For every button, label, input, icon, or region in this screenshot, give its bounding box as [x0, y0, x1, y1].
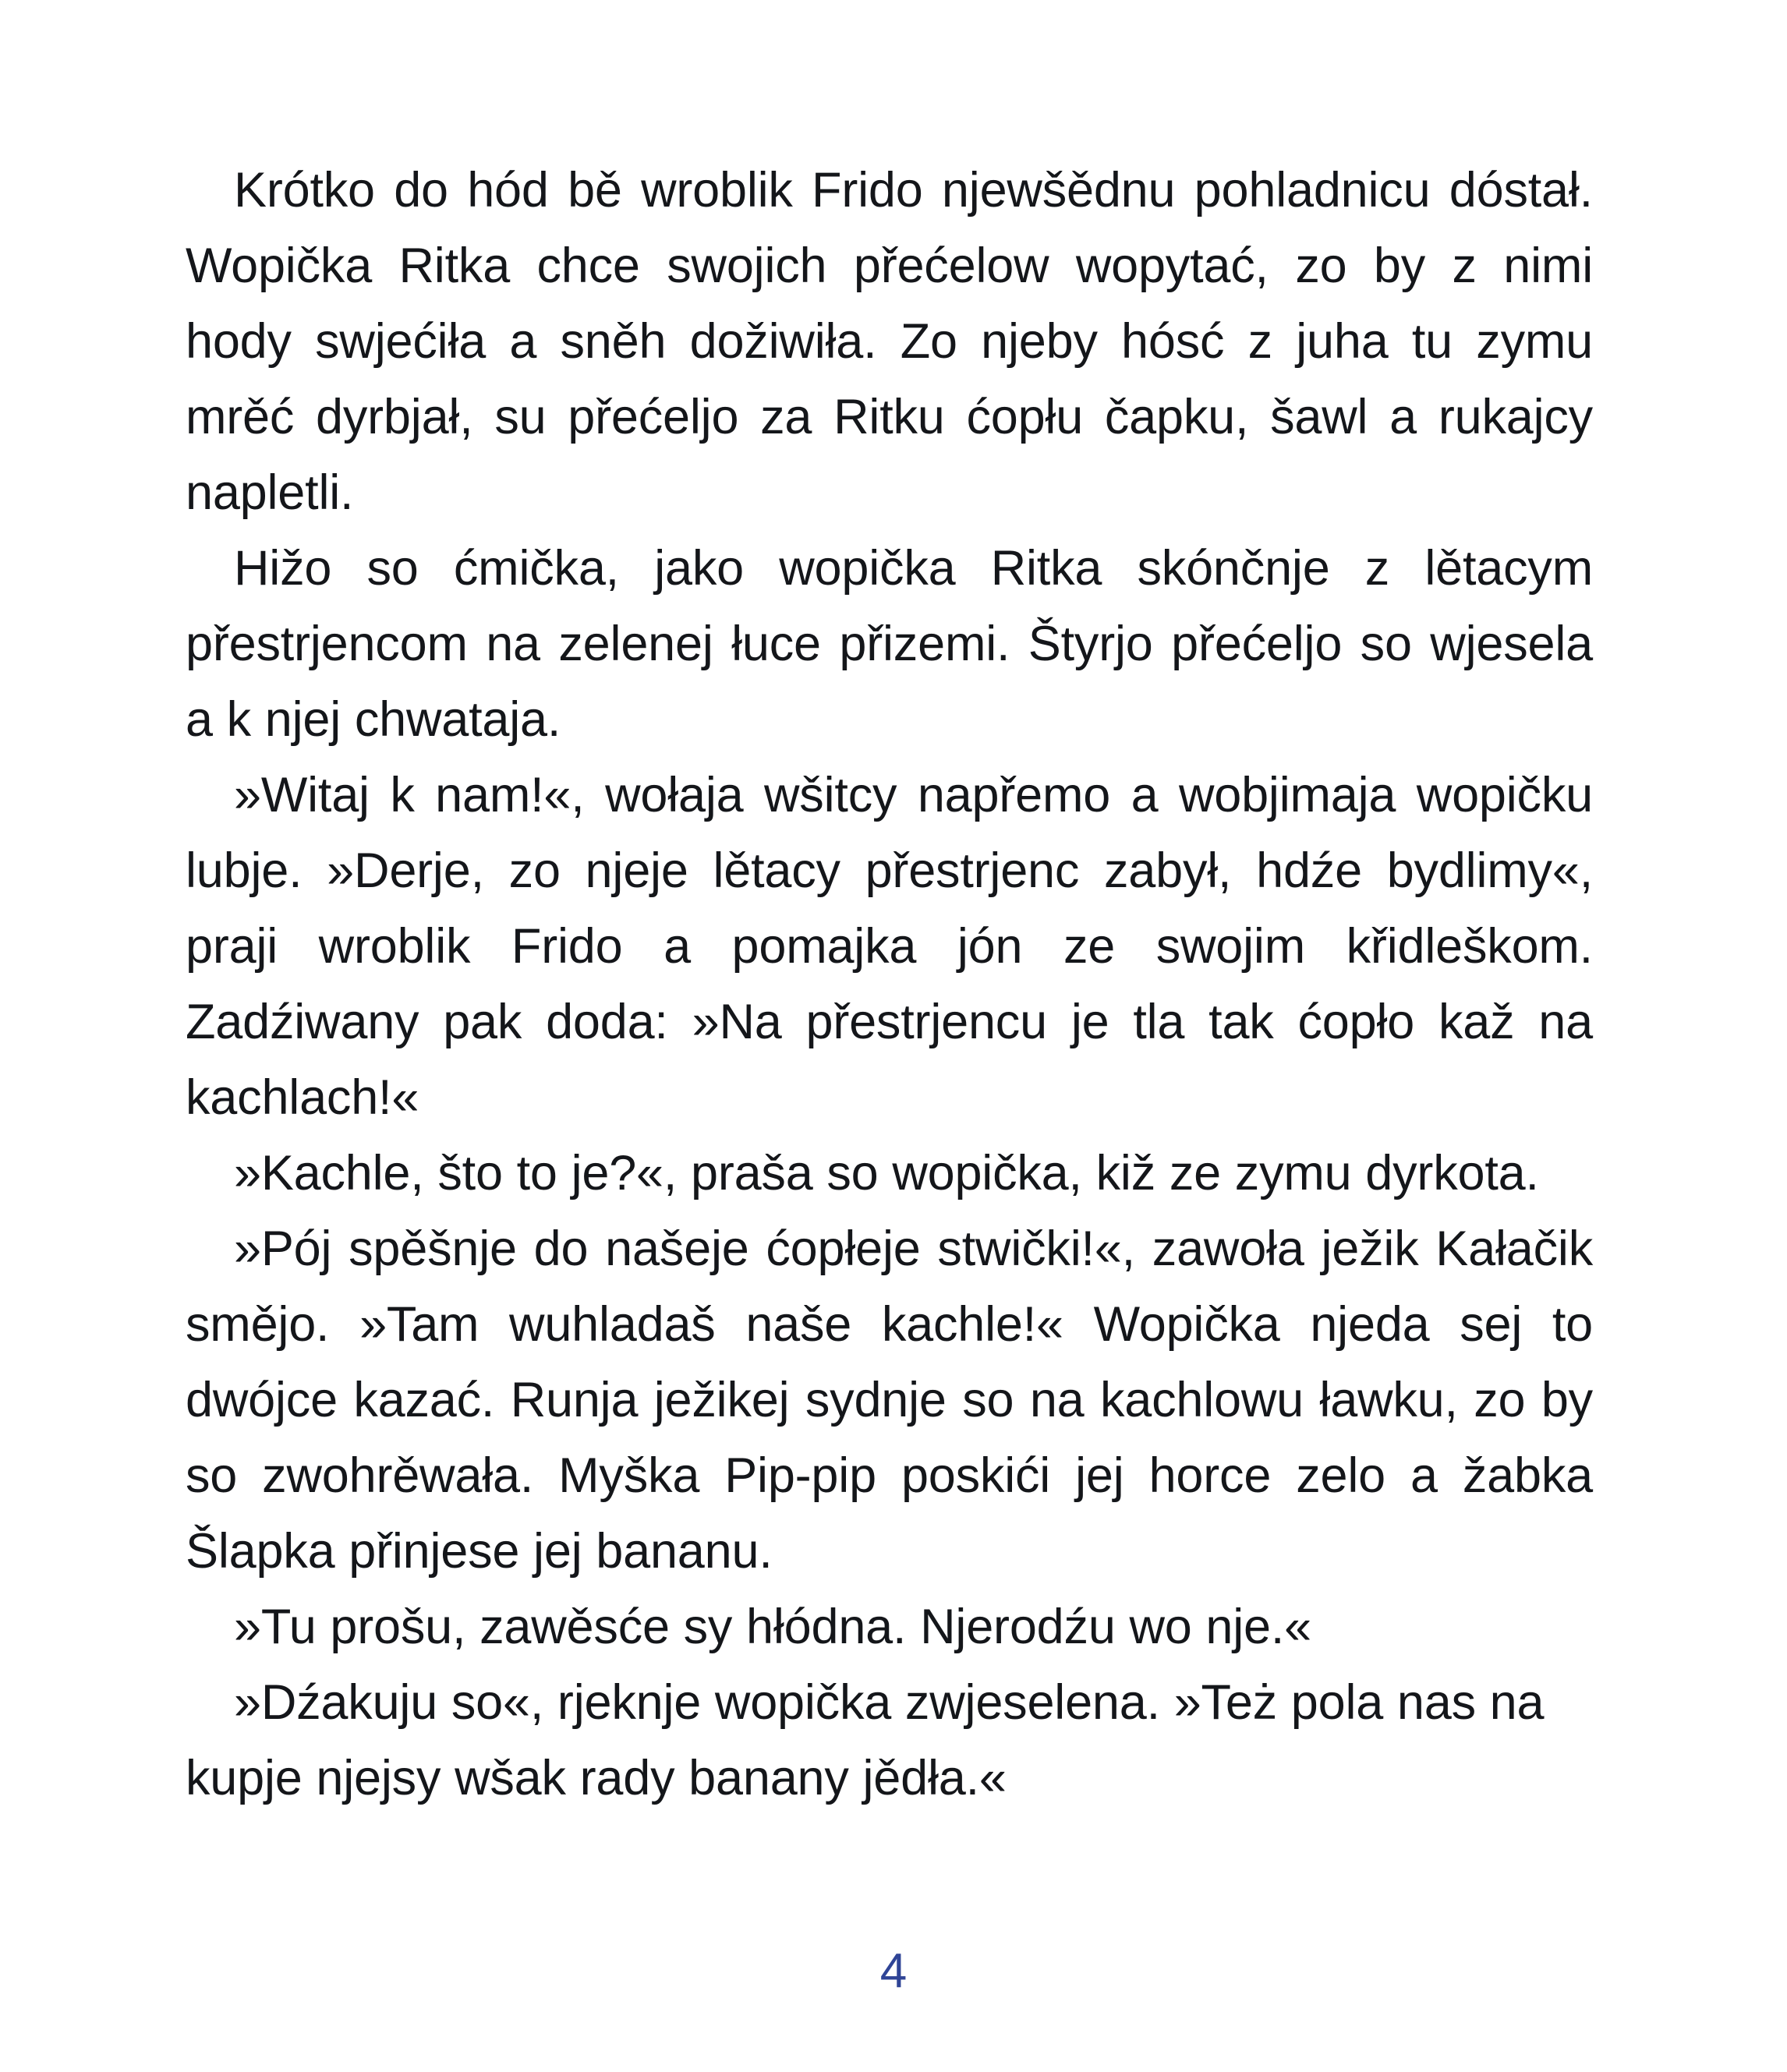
paragraph-1: Krótko do hód bě wroblik Frido njewšědnu pohladnicu dóstał. Wopička Ritka chce swojich přećelow wopytać, zo by z nimi hody swjećiła a sněh dožiwiła. Zo njeby hósć z juha tu zymu mrěć dyrbjał, su přećeljo za Ritku ćopłu čapku, šawl a rukajcy napletli. — [186, 163, 1593, 520]
paragraph-5: »Pój spěšnje do našeje ćopłeje stwički!«, zawoła ježik Kałačik smějo. »Tam wuhladaš naše kachle!« Wopička njeda sej to dwójce kazać. Runja ježikej sydnje so na kachlowu ławku, zo by so zwohrěwała. Myška Pip-pip poskići jej horce zelo a žabka Šlapka přinjese jej bananu. — [186, 1222, 1593, 1579]
page-text-block — [186, 153, 1593, 1816]
paragraph-3: »Witaj k nam!«, wołaja wšitcy napřemo a wobjimaja wopičku lubje. »Derje, zo njeje lětacy přestrjenc zabył, hdźe bydlimy«, praji wroblik Frido a pomajka jón ze swojim křidleškom. Zadźiwany pak doda: »Na přestrjencu je tla tak ćopło kaž na kachlach!« — [186, 768, 1593, 1125]
paragraph-2: Hižo so ćmička, jako wopička Ritka skónčnje z lětacym přestrjencom na zelenej łuce přizemi. Štyrjo přećeljo so wjesela a k njej chwataja. — [186, 541, 1593, 747]
paragraph-6: »Tu prošu, zawěsće sy hłódna. Njerodźu wo nje.« — [234, 1600, 1312, 1654]
paragraph-7: »Dźakuju so«, rjeknje wopička zwjeselena. »Też pola nas na kupje njejsy wšak rady banany jědła.« — [186, 1675, 1545, 1805]
page-number: 4 — [879, 1944, 908, 1998]
paragraph-4: »Kachle, što to je?«, praša so wopička, kiž ze zymu dyrkota. — [234, 1146, 1539, 1200]
